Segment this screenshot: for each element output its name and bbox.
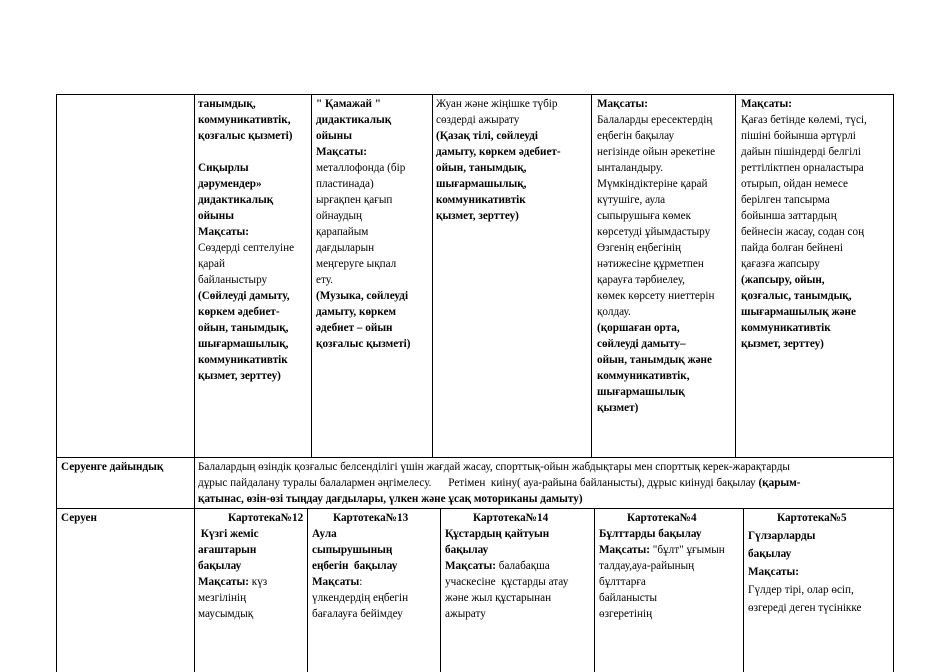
r1-c2-goal-text: металлофонда (бір [316,162,406,174]
r3-c3-title: бақылау [445,544,489,556]
r1-c4-goal-text: қарауға тәрбиелеу, [597,274,685,286]
r1-c4-goal-text: көмек көрсету ниеттерін [597,290,715,302]
r1-c1-cell [198,96,310,384]
r1-c2-goal-text: пластинада) [316,178,374,190]
r1-c4-cell [597,96,734,416]
r3-c5-title: бақылау [748,548,792,560]
table-left-border [56,94,57,672]
r1-c4-areas: коммуникативтік, [597,370,690,382]
col-divider-r3-d [743,508,744,672]
col-divider-r1-c [591,94,592,457]
r1-c4-goal-text: қолдау. [597,306,631,318]
r3-label-text: Серуен [61,512,97,524]
r1-c3-areas: коммуникативтік [436,194,526,206]
r3-c2-card: Картотека№13 [333,512,409,524]
r3-c3-goal [445,558,593,574]
r3-c2-goal-text: үлкендердің еңбегін [312,592,409,604]
r1-c1-goal-label: Мақсаты: [198,226,249,238]
r2-label [61,459,193,475]
r1-c2-title: " Қамажай " [316,98,382,110]
r1-c5-goal-text: қағазға жапсыру [741,258,820,270]
r1-c4-goal-text: нәтижесіне құрметпен [597,258,704,270]
r1-c2-goal-text: меңгеруге ықпал [316,258,397,270]
r1-c5-goal-label: Мақсаты: [741,98,792,110]
r1-c5-areas: коммуникативтік [741,322,831,334]
r1-c1-line: коммуникативтік, [198,114,291,126]
r1-c2-areas: әдебиет – ойын [316,322,393,334]
r1-c4-goal-text: ынталандыру. [597,162,664,174]
r1-c2-title: ойыны [316,130,352,142]
r3-c4-goal [599,542,742,558]
r1-c2-cell [316,96,430,352]
col-divider-r1-a [311,94,312,457]
r3-c4-goal-text: "бұлт" ұғымын [649,544,725,556]
r1-c4-areas: сөйлеуді дамыту– [597,338,686,350]
r3-c3-cell [445,510,593,622]
col-divider-r3-a [307,508,308,672]
r1-c1-areas: (Сөйлеуді дамыту, [198,290,290,302]
col-divider-r1-d [735,94,736,457]
r3-c3-goal-text: учаскесіне құстарды атау [445,576,569,588]
spacer [198,144,310,160]
r1-c1-areas: қызмет, зерттеу) [198,370,281,382]
r3-c5-goal-text: Гүлдер тірі, олар өсіп, [748,584,854,596]
r2-label-text: Серуенге дайындық [61,461,164,473]
col-divider-r1-b [432,94,433,457]
r3-c4-goal-text: байланысты [599,592,658,604]
r1-c2-goal-text: ырғақпен қағып [316,194,393,206]
r1-c5-areas: қызмет, зерттеу) [741,338,824,350]
r3-c2-title: сыпырушының [312,544,393,556]
r1-c2-goal-text: ету. [316,274,333,286]
r3-c1-cell [198,510,306,622]
r1-c4-goal-text: негізінде ойын әрекетіне [597,146,716,158]
r2-line2-text: дұрыс пайдалану туралы балалармен әңгімелесу. Ретімен киіну( ауа-райына байланысты), дұрыс киінуді бақылау [198,477,759,489]
r1-c5-goal-text: Қағаз бетінде көлемі, түсі, [741,114,867,126]
r1-c3-areas: (Қазақ тілі, сөйлеуді [436,130,538,142]
r1-c5-goal-text: бейнесін жасау, содан соң [741,226,865,238]
r3-c4-goal-text: талдау,ауа-райының [599,560,695,572]
r1-c4-goal-text: Балаларды ересектердің [597,114,713,126]
r1-c1-game-title: Сиқырлы [198,162,249,174]
r3-c2-goal-text: : [359,576,363,588]
r2-line [198,475,892,491]
r3-c5-card: Картотека№5 [777,512,847,524]
r3-c1-card: Картотека№12 [228,512,304,524]
r3-c1-title: бақылау [198,560,242,572]
r1-c4-goal-text: көрсетуді ұйымдастыру [597,226,711,238]
r1-c5-goal-text: отырып, ойдан немесе [741,178,848,190]
r1-c5-cell [741,96,891,352]
r3-c3-title: Құстардың қайтуын [445,528,550,540]
r3-c3-goal-text: және жыл құстарынан [445,592,552,604]
r1-c4-areas: шығармашылық [597,386,685,398]
r1-c1-line: танымдық, [198,98,256,110]
r1-c1-game-title: ойыны [198,210,234,222]
r1-c1-areas: көркем әдебиет- [198,306,280,318]
r1-c3-text: сөздерді ажырату [436,114,520,126]
r3-c1-title: Күзгі жеміс [198,528,259,540]
r3-c5-goal-text: өзгереді деген түсінікке [748,602,862,614]
r3-c2-goal-text: бағалауға бейімдеу [312,608,403,620]
r2-content [198,459,892,507]
r1-c2-areas: қозғалыс қызметі) [316,338,411,350]
r1-c2-goal-text: қарапайым [316,226,369,238]
r1-c2-goal-label: Мақсаты: [316,146,367,158]
r1-c5-goal-text: дайын пішіндерді белгілі [741,146,861,158]
r3-c4-goal-text: бұлттарға [599,576,646,588]
r3-c4-goal-label: Мақсаты: [599,544,650,556]
r1-c5-goal-text: пішіні бойынша әртүрлі [741,130,856,142]
r1-c3-areas: қызмет, зерттеу) [436,210,519,222]
r1-c4-goal-text: сыпырушыға көмек [597,210,692,222]
r1-c3-areas: ойын, танымдық, [436,162,527,174]
r3-c3-goal-label: Мақсаты: [445,560,496,572]
r1-c4-goal-text: күтушіге, аула [597,194,666,206]
r1-c5-goal-text: пайда болған бейнені [741,242,843,254]
col-divider-r3-b [440,508,441,672]
r1-c4-goal-text: еңбегін бақылау [597,130,675,142]
r1-c2-title: дидактикалық [316,114,392,126]
r1-c1-goal-text: байланыстыру [198,274,268,286]
r3-c3-card: Картотека№14 [473,512,549,524]
r1-c4-goal-text: Мүмкіндіктеріне қарай [597,178,708,190]
r1-c3-text: Жуан және жіңішке түбір [436,98,558,110]
r1-c4-goal-label: Мақсаты: [597,98,648,110]
r1-c1-game-title: дәрумендер» [198,178,262,190]
r1-c2-areas: (Музыка, сөйлеуді [316,290,409,302]
r3-c2-cell [312,510,439,622]
r1-c5-areas: қозғалыс, танымдық, [741,290,852,302]
r3-c1-goal-text: маусымдық [198,608,254,620]
r3-c1-goal [198,574,306,590]
r1-c1-line: қозғалыс қызметі) [198,130,293,142]
r1-c4-areas: қызмет) [597,402,639,414]
r3-c5-title: Гүлзарларды [748,530,816,542]
r3-c2-title: еңбегін бақылау [312,560,398,572]
r1-c5-goal-text: бойынша заттардың [741,210,837,222]
r3-label [61,510,193,526]
r2-line: Балалардың өзіндік қозғалыс белсенділігі үшін жағдай жасау, спорттық-ойын жабдықтары мен спорттық керек-жарақтарды [198,461,790,473]
r1-c3-areas: шығармашылық, [436,178,527,190]
r3-c4-cell [599,510,742,622]
r1-c2-goal-text: ойнаудың [316,210,363,222]
r3-c1-goal-text: күз [248,576,268,588]
r3-c4-card: Картотека№4 [627,512,697,524]
r1-c1-game-title: дидактикалық [198,194,274,206]
r3-c2-goal [312,574,439,590]
r1-c4-goal-text: Өзгенің еңбегінің [597,242,682,254]
r1-c1-areas: ойын, танымдық, [198,322,289,334]
r1-c2-goal-text: дағдыларын [316,242,375,254]
row-divider-1 [56,457,894,458]
r1-c1-areas: коммуникативтік [198,354,288,366]
r3-c4-goal-text: өзгеретінің [599,608,653,620]
r1-c5-areas: (жапсыру, ойын, [741,274,825,286]
r1-c4-areas: (қоршаған орта, [597,322,680,334]
r3-c5-goal-label: Мақсаты: [748,566,799,578]
r1-c1-goal-text: Сөздерді септелуіне [198,242,295,254]
r3-c3-goal-text: ажырату [445,608,486,620]
col-divider-r3-c [594,508,595,672]
r1-c5-goal-text: берілген тапсырма [741,194,830,206]
table-top-border [56,94,894,95]
r3-c4-title: Бұлттарды бақылау [599,528,702,540]
r1-c3-cell [436,96,590,224]
row-divider-2 [56,508,894,509]
r1-c5-areas: шығармашылық және [741,306,856,318]
r1-c4-areas: ойын, танымдық және [597,354,712,366]
r3-c1-goal-label: Мақсаты: [198,576,249,588]
r1-c1-areas: шығармашылық, [198,338,289,350]
r1-c1-goal-text: қарай [198,258,225,270]
r2-line3: қатынас, өзін-өзі тыңдау дағдылары, үлкен және ұсақ моториканы дамыту) [198,493,583,505]
r3-c5-cell [748,510,892,616]
table-right-border [893,94,894,672]
r3-c1-title: ағаштарын [198,544,257,556]
r3-c3-goal-text: балабақша [495,560,550,572]
r3-c2-title: Аула [312,528,337,540]
r3-c1-goal-text: мезгілінің [198,592,247,604]
r2-line2-bold: (қарым- [758,477,801,489]
r1-c3-areas: дамыту, көркем әдебиет- [436,146,561,158]
r3-c2-goal-label: Мақсаты [312,576,360,588]
r1-c2-areas: дамыту, көркем [316,306,397,318]
col-divider-label [194,94,195,672]
r1-c5-goal-text: реттіліктпен орналастыра [741,162,864,174]
